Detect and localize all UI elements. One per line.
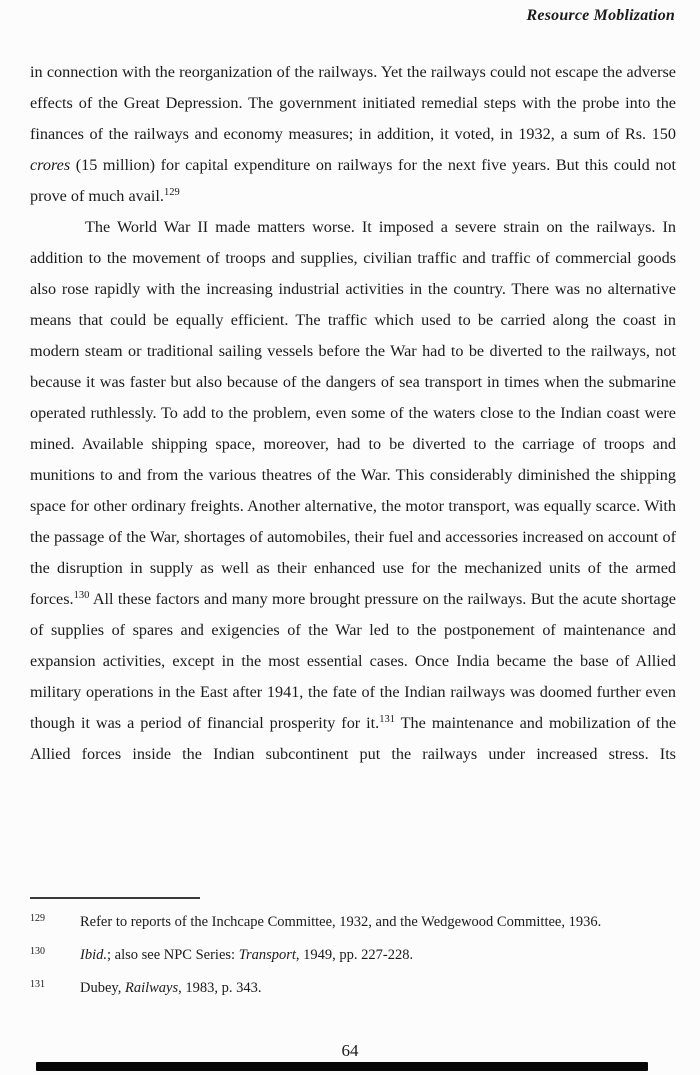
running-header: Resource Moblization [526,7,675,24]
footnote-text: Ibid.; also see NPC Series: Transport, 1949, pp. 227-228. [80,947,414,963]
footnotes-section [30,897,676,1011]
scan-artifact-bar [36,1062,648,1071]
body-paragraph-2: The World War II made matters worse. It imposed a severe strain on the railways. In addition to the movement of troops and supplies, civilian traffic and traffic of commercial goods also rose rapidly with the increasing industrial activities in the country. There was no alternative means that could be equally efficient. The traffic which used to be carried along the coast in modern steam or traditional sailing vessels before the War had to be diverted to the railways, not because it was faster but also because of the dangers of sea transport in times when the submarine operated ruthlessly. To add to the problem, even some of the waters close to the Indian coast were mined. Available shipping space, moreover, had to be diverted to the carriage of troops and munitions to and from the various theatres of the War. This considerably diminished the shipping space for other ordinary freights. Another alternative, the motor transport, was equally scarce. With the passage of the War, shortages of automobiles, their fuel and accessories increased on account of the disruption in supply as well as their enhanced use for the mechanized units of the armed forces.$^{130}$ All these factors and many more brought pressure on the railways. But the acute shortage of supplies of spares and exigencies of the War led to the postponement of maintenance and expansion activities, except in the most essential cases. Once India became the base of Allied military operations in the East after 1941, the fate of the Indian railways was doomed further even though it was a period of financial prosperity for it.$^{131}$ The maintenance and mobilization of the Allied forces inside the Indian subcontinent put the railways under increased stress. Its [30,218,677,763]
page-number: 64 [341,1041,359,1060]
page-body [30,57,676,770]
footnote-marker: 129 [30,913,45,924]
footnote-text: Refer to reports of the Inchcape Committee, 1932, and the Wedgewood Committee, 1936. [80,914,602,930]
footnote [30,945,676,966]
footnote [30,978,676,999]
footnote-text: Dubey, Railways, 1983, p. 343. [80,980,262,996]
body-paragraph-1: in connection with the reorganization of the railways. Yet the railways could not escape the adverse effects of the Great Depression. The government initiated remedial steps with the probe into the finances of the railways and economy measures; in addition, it voted, in 1932, a sum of Rs. 150 crores (15 million) for capital expenditure on railways for the next five years. But this could not prove of much avail.$^{129}$ [30,63,676,205]
footnote-separator [30,897,200,899]
footnote [30,912,676,933]
footnote-marker: 131 [30,979,45,990]
footnote-marker: 130 [30,946,45,957]
